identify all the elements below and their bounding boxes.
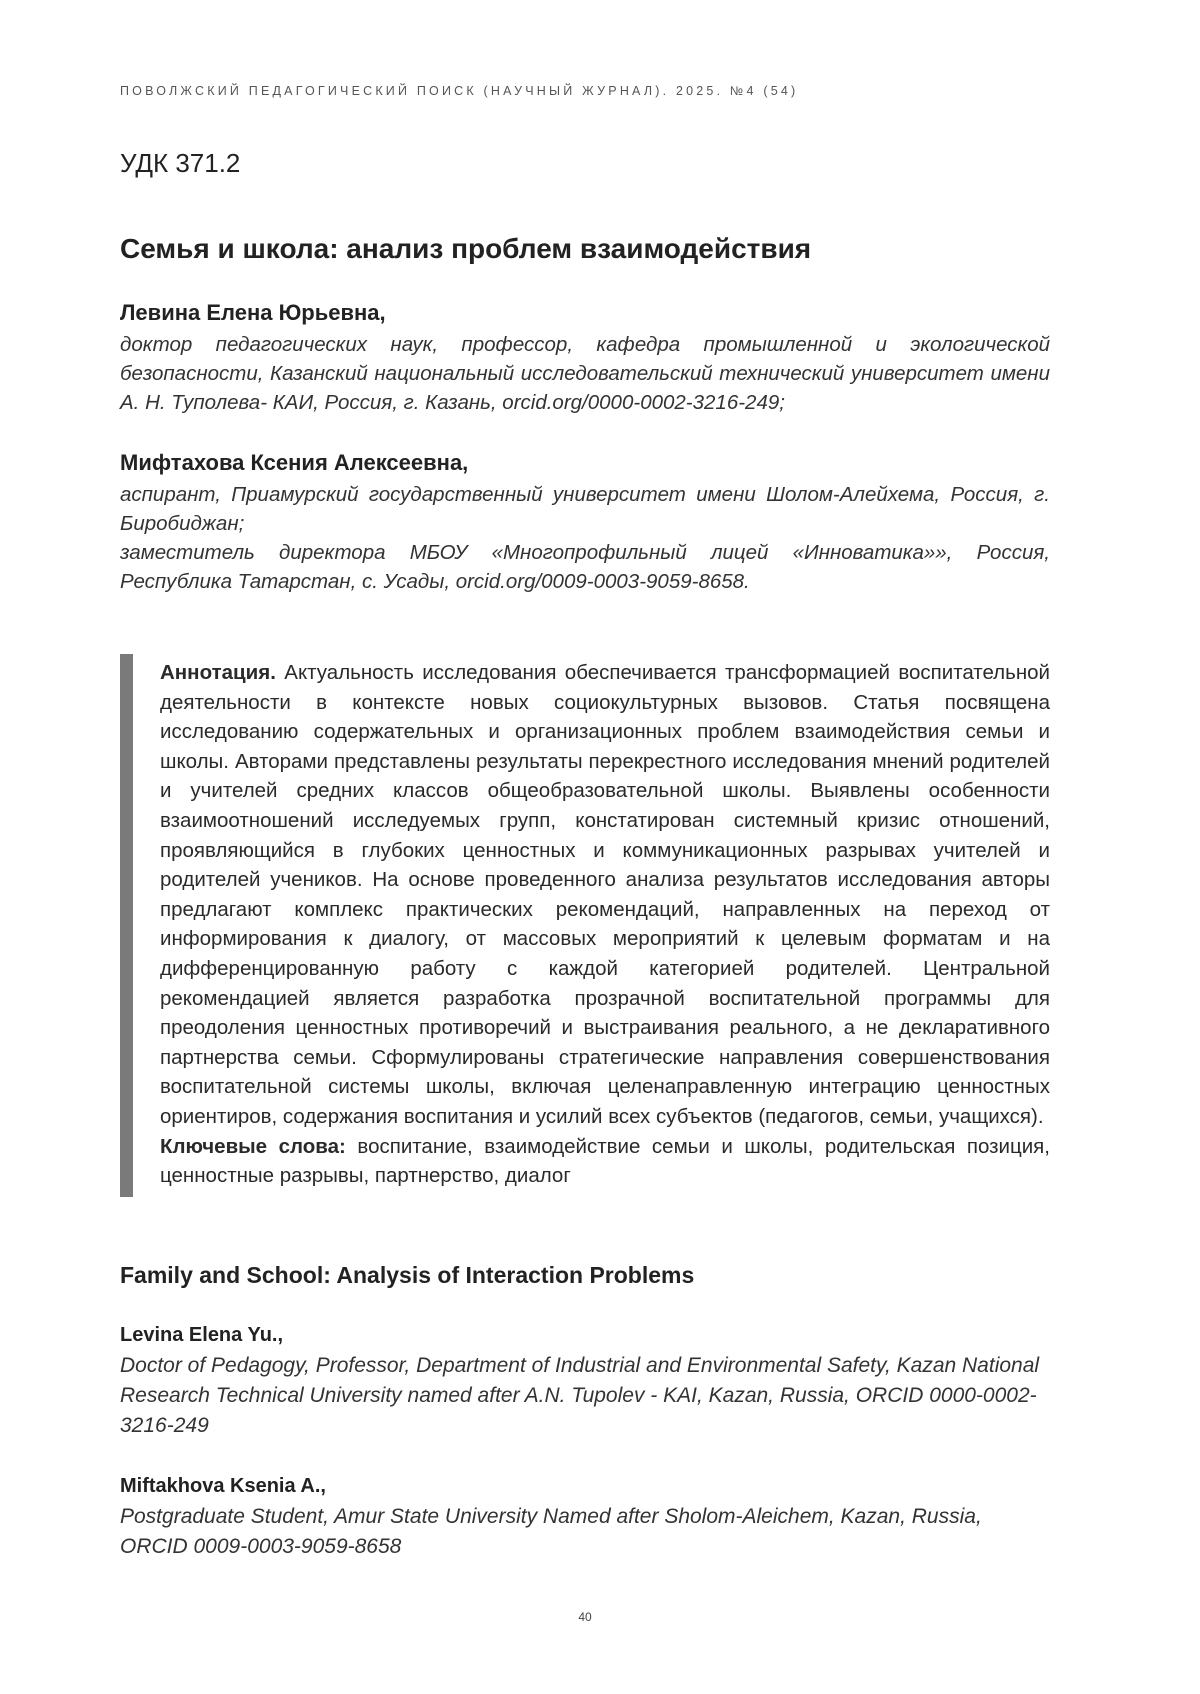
author-name: Miftakhova Ksenia A., — [120, 1475, 326, 1497]
author-affiliation: доктор педагогических наук, профессор, кафедра промышленной и экологической безопасности, Казанский национальный исследовательский технический университет имени А. Н. Туполева- КАИ, Россия, г. Казань, orcid.org/0000-0002-3216-249; — [120, 333, 1050, 414]
udc-code: УДК 371.2 — [120, 148, 241, 178]
author-name: Мифтахова Ксения Алексеевна, — [120, 450, 469, 475]
abstract-label: Аннотация. — [160, 661, 276, 684]
author-affiliation: Postgraduate Student, Amur State University Named after Sholom-Aleichem, Kazan, Russia, ORCID 0009-0003-9059-8658 — [120, 1505, 982, 1558]
running-header: ПОВОЛЖСКИЙ ПЕДАГОГИЧЕСКИЙ ПОИСК (НАУЧНЫЙ ЖУРНАЛ). 2025. №4 (54) — [120, 84, 799, 98]
keywords-paragraph — [160, 1132, 1050, 1191]
abstract-block — [120, 654, 1050, 1197]
author-name: Левина Елена Юрьевна, — [120, 300, 386, 325]
article-title-en: Family and School: Analysis of Interaction Problems — [120, 1262, 695, 1288]
author-affiliation: аспирант, Приамурский государственный университет имени Шолом-Алейхема, Россия, г. Биробиджан; — [120, 483, 1050, 535]
author-name: Levina Elena Yu., — [120, 1324, 284, 1346]
author-block-ru-2 — [120, 450, 1050, 596]
abstract-text: Актуальность исследования обеспечивается трансформацией воспитательной деятельности в контексте новых социокультурных вызовов. Статья посвящена исследованию содержательных и организационных проблем взаимодействия семьи и школы. Авторами представлены результаты перекрестного исследования мнений родителей и учителей средних классов общеобразовательной школы. Выявлены особенности взаимоотношений исследуемых групп, констатирован системный кризис отношений, проявляющийся в глубоких ценностных и коммуникационных разрывах учителей и родителей учеников. На основе проведенного анализа результатов исследования авторы предлагают комплекс практических рекомендаций, направленных на переход от информирования к диалогу, от массовых мероприятий к целевым форматам и на дифференцированную работу с каждой категорией родителей. Центральной рекомендацией является разработка прозрачной воспитательной программы для преодоления ценностных противоречий и выстраивания реального, а не декларативного партнерства семьи. Сформулированы стратегические направления совершенствования воспитательной системы школы, включая целенаправленную интеграцию ценностных ориентиров, содержания воспитания и усилий всех субъектов (педагогов, семьи, учащихся). — [160, 661, 1050, 1128]
keywords-label: Ключевые слова: — [160, 1134, 346, 1158]
keywords-text: воспитание, взаимодействие семьи и школы, родительская позиция, ценностные разрывы, партнерство, диалог — [160, 1134, 1050, 1188]
author-block-ru-1 — [120, 300, 1050, 417]
article-title-ru: Семья и школа: анализ проблем взаимодействия — [120, 233, 812, 264]
author-block-en-2 — [120, 1475, 1050, 1562]
author-affiliation-secondary: заместитель директора МБОУ «Многопрофильный лицей «Инноватика»», Россия, Республика Татарстан, с. Усады, orcid.org/0009-0003-9059-8658. — [120, 541, 1050, 593]
page-number: 40 — [578, 1610, 592, 1624]
author-affiliation: Doctor of Pedagogy, Professor, Department of Industrial and Environmental Safety, Kazan National Research Technical University named after A.N. Tupolev - KAI, Kazan, Russia, ORCID 0000-0002-3216-249 — [120, 1354, 1040, 1437]
author-block-en-1 — [120, 1324, 1050, 1441]
abstract-paragraph — [160, 658, 1050, 1132]
